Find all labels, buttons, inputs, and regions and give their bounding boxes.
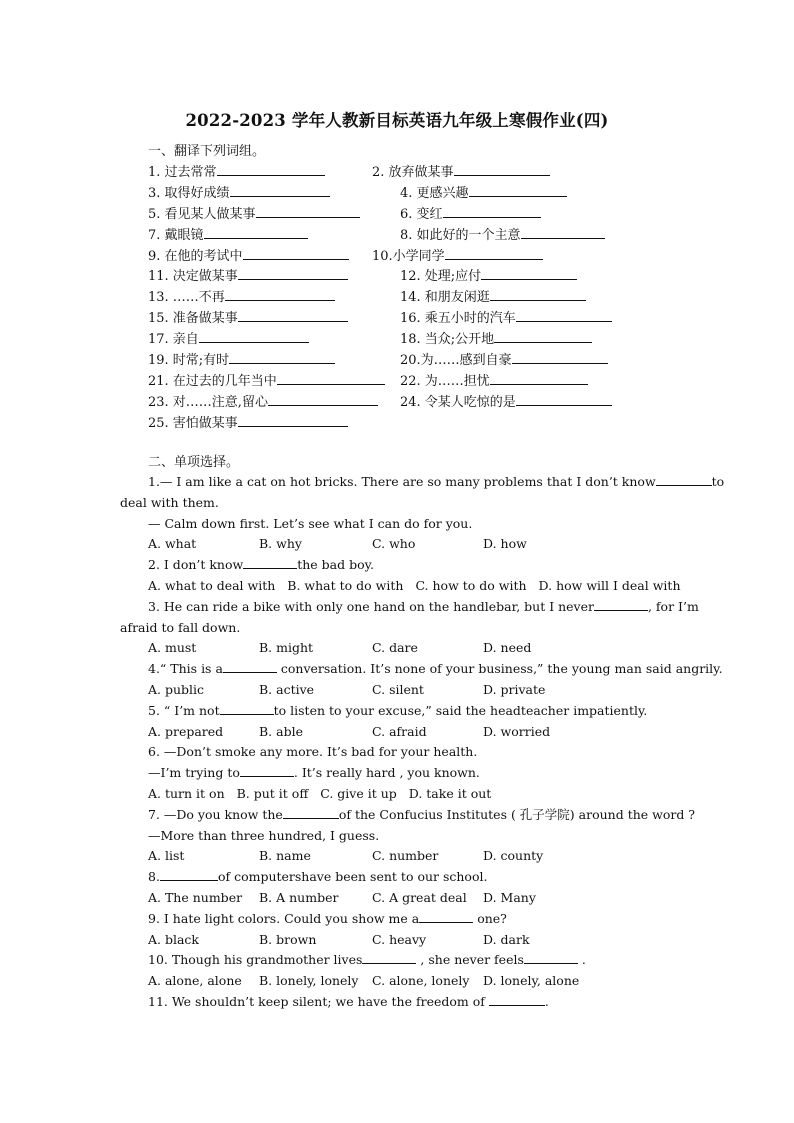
option-a[interactable]: A. must (148, 640, 197, 656)
vocab-row (148, 286, 648, 307)
options-row (148, 534, 676, 555)
vocab-item: 4. 更感兴趣 (400, 182, 567, 201)
vocab-item: 25. 害怕做某事 (148, 412, 348, 431)
answer-blank[interactable] (283, 806, 339, 819)
vocab-item: 3. 取得好成绩 (148, 182, 330, 201)
section1-heading: 一、翻译下列词组。 (148, 144, 266, 159)
option-a[interactable]: A. The number (148, 889, 243, 905)
options-row (148, 784, 676, 805)
vocab-item: 9. 在他的考试中 (148, 245, 349, 264)
option-c[interactable]: C. who (372, 536, 416, 552)
vocab-row (148, 370, 648, 391)
section2-heading: 二、单项选择。 (148, 455, 240, 470)
vocab-item: 12. 处理;应付 (400, 265, 577, 284)
question-stem: deal with them. (120, 494, 219, 510)
option-b[interactable]: B. why (259, 536, 302, 552)
option-c[interactable]: C. silent (372, 681, 424, 697)
vocab-item: 20.为……感到自豪 (400, 349, 608, 368)
option-b[interactable]: B. name (259, 848, 311, 864)
option-c[interactable]: C. A great deal (372, 889, 467, 905)
option-b[interactable]: B. brown (259, 931, 317, 947)
answer-blank[interactable] (594, 598, 648, 611)
option-b[interactable]: B. what to do with (287, 577, 404, 593)
question-stem: afraid to fall down. (120, 619, 241, 635)
vocab-row (148, 245, 648, 266)
options-row (148, 930, 676, 951)
vocab-item: 10.小学同学 (372, 245, 543, 264)
vocab-item: 8. 如此好的一个主意 (400, 224, 605, 243)
option-b[interactable]: B. A number (259, 889, 339, 905)
option-c[interactable]: C. afraid (372, 723, 427, 739)
vocab-item: 19. 时常;有时 (148, 349, 335, 368)
option-c[interactable]: C. give it up (320, 785, 397, 801)
answer-blank[interactable] (490, 372, 588, 385)
answer-blank[interactable] (524, 951, 578, 964)
vocab-item: 13. ……不再 (148, 286, 335, 305)
vocab-item: 2. 放弃做某事 (372, 161, 550, 180)
vocab-row (148, 412, 648, 433)
answer-blank[interactable] (238, 309, 348, 322)
question-stem: —More than three hundred, I guess. (148, 827, 380, 843)
vocab-item: 1. 过去常常 (148, 161, 325, 180)
answer-blank[interactable] (443, 205, 541, 218)
options-row (148, 680, 676, 701)
answer-blank[interactable] (469, 184, 567, 197)
answer-blank[interactable] (220, 702, 274, 715)
option-b[interactable]: B. put it off (236, 785, 309, 801)
question-stem: 6. —Don’t smoke any more. It’s bad for your health. (148, 744, 478, 760)
option-d[interactable]: D. worried (483, 723, 551, 739)
question-stem: 4.“ This is a conversation. It’s none of your business,” the young man said angrily. (148, 661, 723, 677)
vocab-item: 16. 乘五小时的汽车 (400, 307, 612, 326)
vocab-item: 22. 为……担忧 (400, 370, 588, 389)
answer-blank[interactable] (243, 556, 297, 569)
answer-blank[interactable] (454, 163, 550, 176)
option-c[interactable]: C. heavy (372, 931, 427, 947)
answer-blank[interactable] (225, 288, 335, 301)
option-b[interactable]: B. active (259, 681, 315, 697)
option-d[interactable]: D. how will I deal with (538, 577, 681, 593)
options-row (148, 971, 676, 992)
answer-blank[interactable] (512, 351, 608, 364)
question-stem: 5. “ I’m not to listen to your excuse,” said the headteacher impatiently. (148, 702, 648, 718)
answer-blank[interactable] (656, 473, 712, 486)
vocab-item: 14. 和朋友闲逛 (400, 286, 586, 305)
option-d[interactable]: D. take it out (408, 785, 492, 801)
answer-blank[interactable] (516, 393, 612, 406)
answer-blank[interactable] (277, 372, 385, 385)
vocab-item: 24. 令某人吃惊的是 (400, 391, 612, 410)
question-stem: 1.— I am like a cat on hot bricks. There are so many problems that I don’t know to (148, 474, 725, 489)
answer-blank[interactable] (204, 226, 308, 239)
option-b[interactable]: B. able (259, 723, 303, 739)
vocab-grid (148, 161, 648, 433)
vocab-item: 23. 对……注意,留心 (148, 391, 378, 410)
option-d[interactable]: D. dark (483, 931, 530, 947)
option-a[interactable]: A. alone, alone (148, 973, 242, 989)
option-b[interactable]: B. might (259, 640, 314, 656)
answer-blank[interactable] (256, 205, 360, 218)
answer-blank[interactable] (223, 660, 277, 673)
answer-blank[interactable] (494, 330, 592, 343)
vocab-row (148, 182, 648, 203)
vocab-row (148, 203, 648, 224)
vocab-row (148, 224, 648, 245)
options-row (148, 638, 676, 659)
multiple-choice-list (120, 472, 725, 1013)
option-a[interactable]: A. public (148, 681, 205, 697)
answer-blank[interactable] (489, 993, 545, 1006)
answer-blank[interactable] (419, 910, 473, 923)
vocab-row (148, 265, 648, 286)
question-stem: — Calm down first. Let’s see what I can do for you. (148, 515, 473, 531)
vocab-row (148, 349, 648, 370)
answer-blank[interactable] (230, 184, 330, 197)
question-stem: 7. —Do you know the of the Confucius Institutes ( 孔子学院) around the word ? (148, 806, 696, 822)
vocab-item: 21. 在过去的几年当中 (148, 370, 385, 389)
answer-blank[interactable] (199, 330, 309, 343)
page-title: 2022-2023 学年人教新目标英语九年级上寒假作业(四) (185, 111, 609, 130)
question-stem: —I’m trying to . It’s really hard , you known. (148, 765, 480, 781)
answer-blank[interactable] (521, 226, 605, 239)
question-stem: 9. I hate light colors. Could you show me a one? (148, 910, 507, 926)
option-c[interactable]: C. number (372, 848, 439, 864)
answer-blank[interactable] (268, 393, 378, 406)
option-c[interactable]: C. dare (372, 640, 418, 656)
option-d[interactable]: D. county (483, 848, 544, 864)
option-b[interactable]: B. lonely, lonely (259, 973, 359, 989)
answer-blank[interactable] (229, 351, 335, 364)
options-row (148, 888, 676, 909)
answer-blank[interactable] (238, 414, 348, 427)
answer-blank[interactable] (481, 267, 577, 280)
answer-blank[interactable] (240, 764, 294, 777)
answer-blank[interactable] (516, 309, 612, 322)
vocab-item: 6. 变红 (400, 203, 541, 222)
question-stem: 8. of computershave been sent to our school. (148, 869, 488, 885)
vocab-item: 7. 戴眼镜 (148, 224, 308, 243)
vocab-item: 11. 决定做某事 (148, 265, 348, 284)
question-stem: 2. I don’t know the bad boy. (148, 557, 374, 573)
answer-blank[interactable] (445, 247, 543, 260)
vocab-row (148, 391, 648, 412)
options-row (148, 846, 676, 867)
option-a[interactable]: A. what to deal with (148, 577, 276, 593)
option-a[interactable]: A. prepared (148, 723, 224, 739)
option-c[interactable]: C. alone, lonely (372, 973, 470, 989)
option-a[interactable]: A. list (148, 848, 185, 864)
vocab-item: 15. 准备做某事 (148, 307, 348, 326)
option-c[interactable]: C. how to do with (415, 577, 527, 593)
question-stem: 11. We shouldn’t keep silent; we have the freedom of . (148, 993, 549, 1009)
option-a[interactable]: A. what (148, 536, 197, 552)
option-d[interactable]: D. need (483, 640, 532, 656)
answer-blank[interactable] (160, 868, 218, 881)
vocab-row (148, 307, 648, 328)
option-d[interactable]: D. how (483, 536, 527, 552)
options-row (148, 722, 676, 743)
answer-blank[interactable] (238, 267, 348, 280)
vocab-item: 5. 看见某人做某事 (148, 203, 360, 222)
question-stem: 10. Though his grandmother lives , she never feels . (148, 952, 586, 968)
vocab-row (148, 161, 648, 182)
question-stem: 3. He can ride a bike with only one hand on the handlebar, but I never , for I’m (148, 598, 699, 614)
options-row (148, 576, 681, 597)
vocab-item: 18. 当众;公开地 (400, 328, 592, 347)
answer-blank[interactable] (243, 247, 349, 260)
option-d[interactable]: D. lonely, alone (483, 973, 580, 989)
option-d[interactable]: D. private (483, 681, 546, 697)
vocab-row (148, 328, 648, 349)
vocab-item: 17. 亲自 (148, 328, 309, 347)
answer-blank[interactable] (490, 288, 586, 301)
option-a[interactable]: A. turn it on (148, 785, 225, 801)
answer-blank[interactable] (362, 951, 416, 964)
option-d[interactable]: D. Many (483, 889, 536, 905)
option-a[interactable]: A. black (148, 931, 200, 947)
answer-blank[interactable] (217, 163, 325, 176)
